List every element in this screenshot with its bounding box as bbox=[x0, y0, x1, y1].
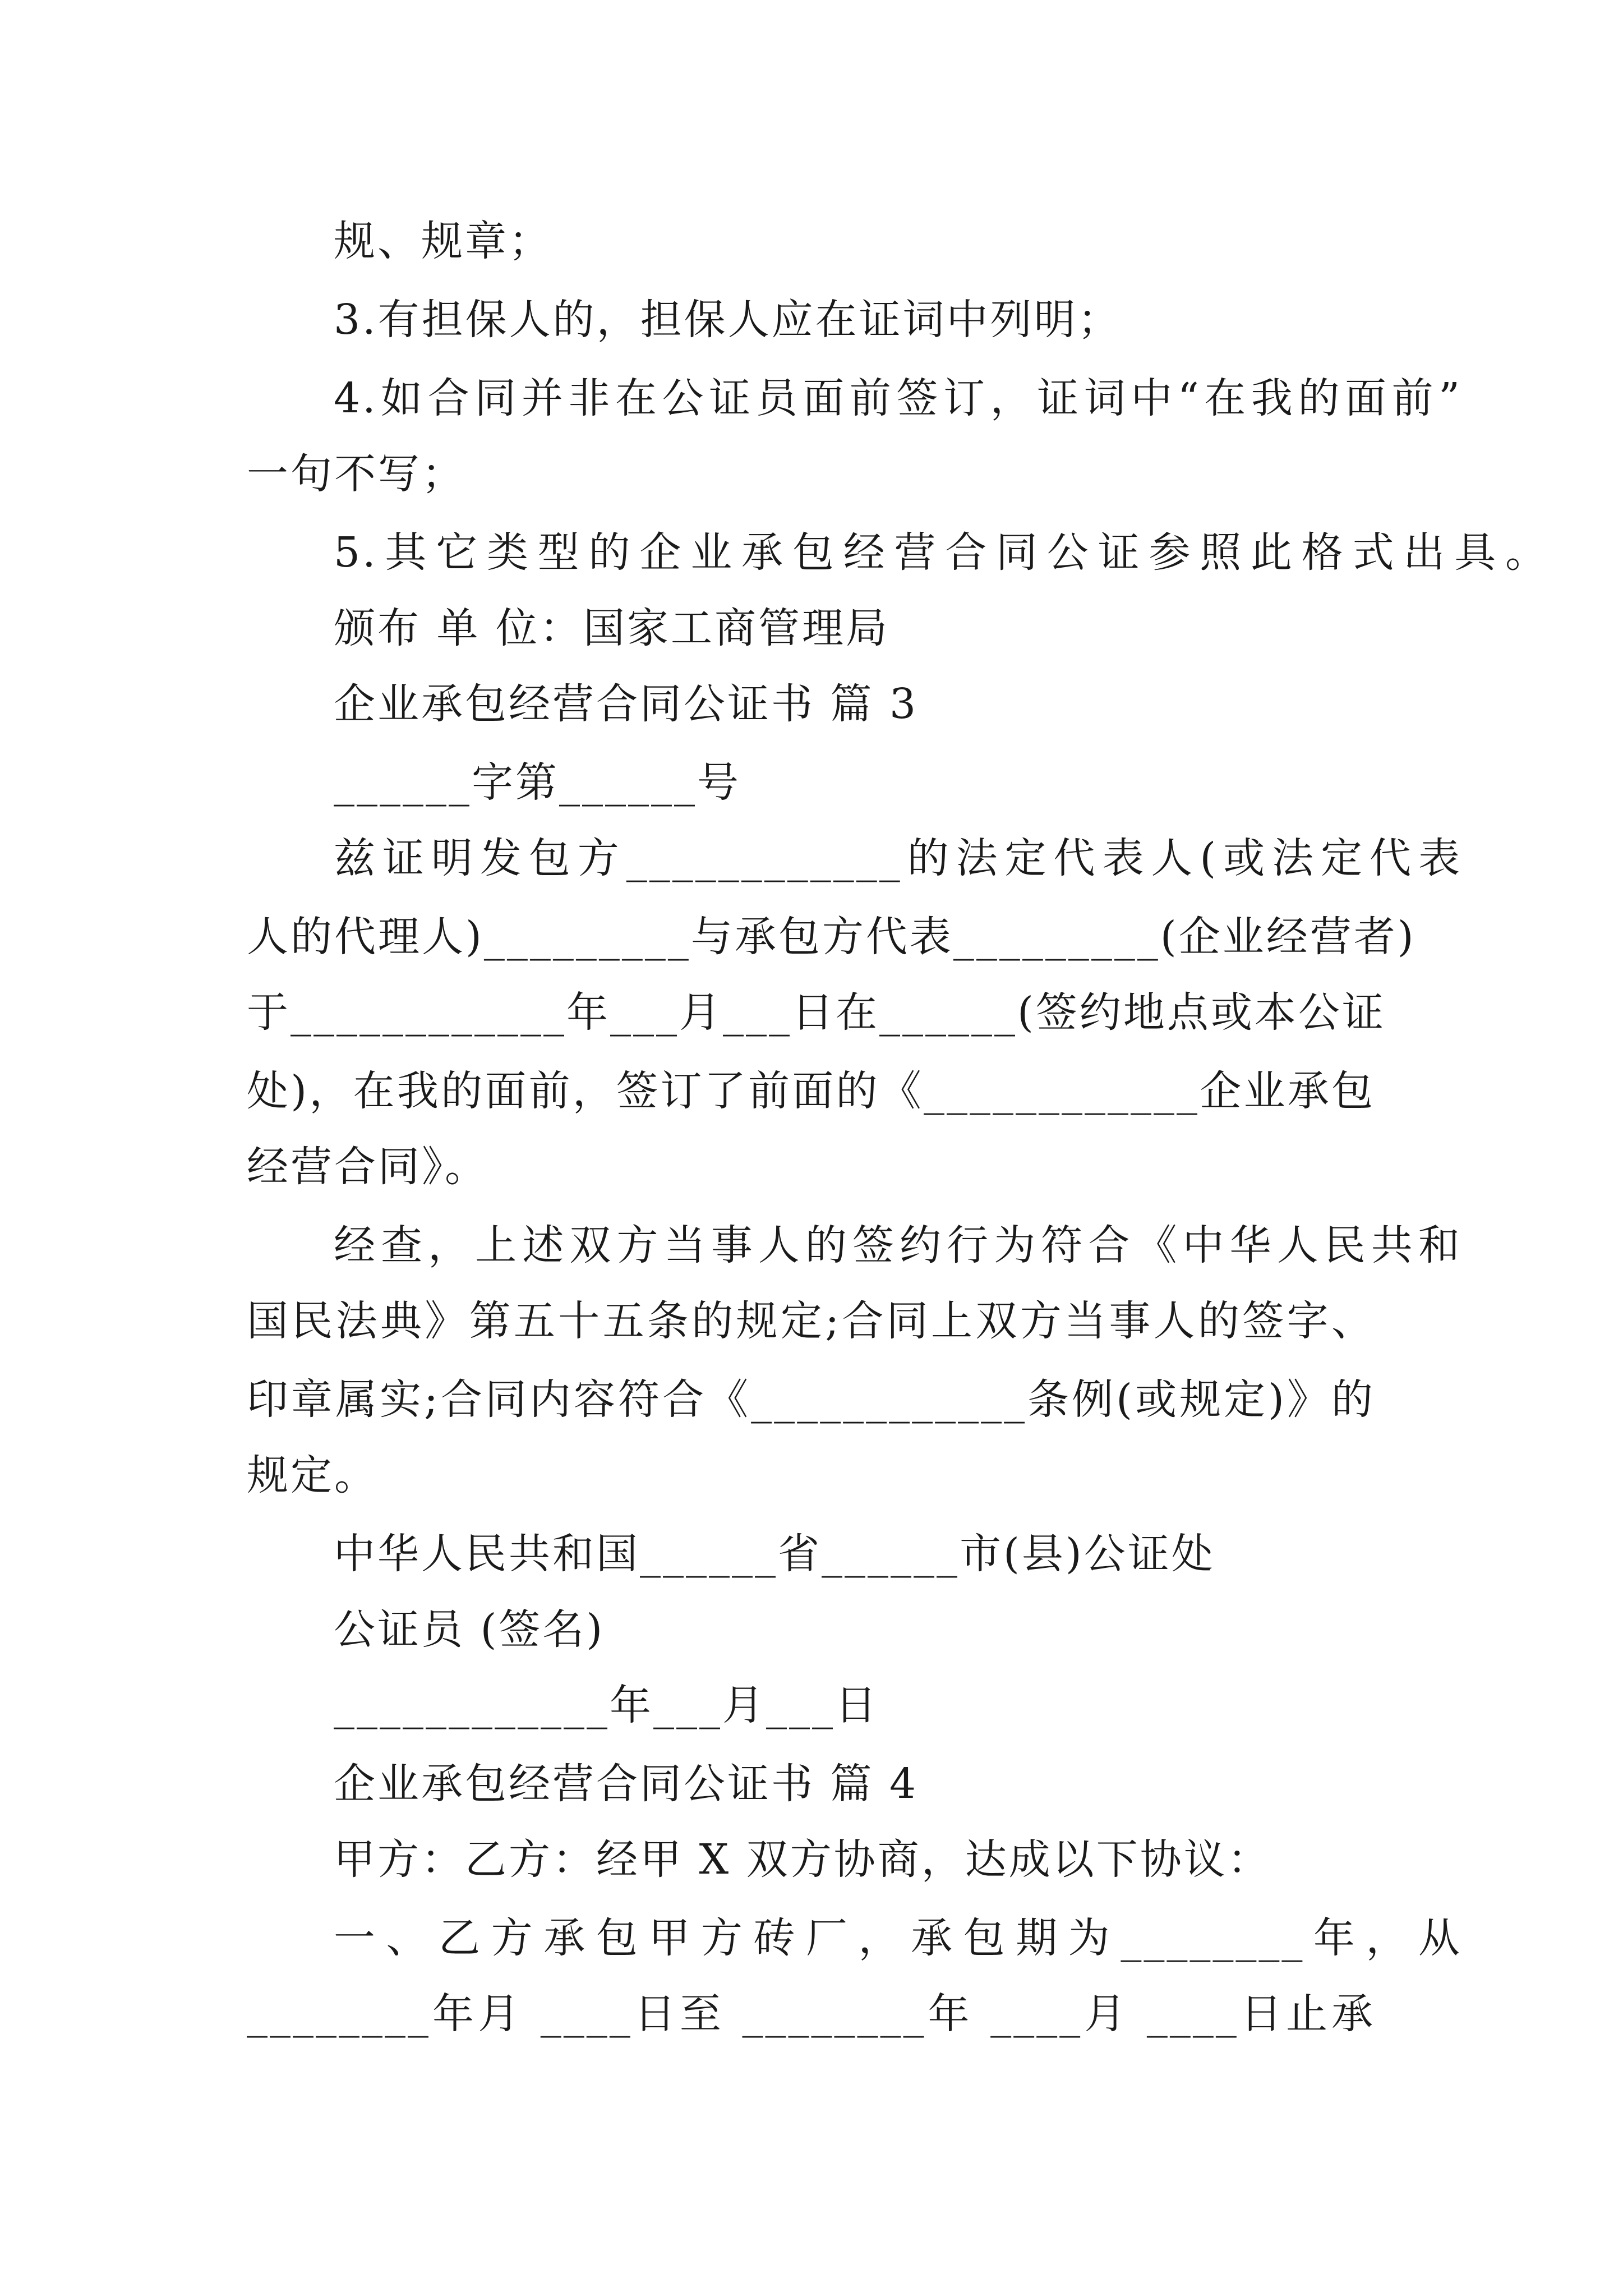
text-line: 中华人民共和国______省______市(县)公证处 bbox=[334, 1530, 1215, 1578]
text-line: 经营合同》。 bbox=[247, 1143, 488, 1191]
text-line: 兹证明发包方____________的法定代表人(或法定代表 bbox=[334, 834, 1462, 882]
text-line: 规定。 bbox=[247, 1451, 378, 1499]
text-line: 国民法典》第五十五条的规定;合同上双方当事人的签字、 bbox=[247, 1297, 1375, 1345]
text-line: 一、乙方承包甲方砖厂，承包期为________年，从 bbox=[334, 1914, 1462, 1962]
text-line: ______字第______号 bbox=[334, 758, 741, 807]
text-line: 4.如合同并非在公证员面前签订，证词中“在我的面前” bbox=[334, 374, 1462, 422]
text-line: 公证员 (签名) bbox=[334, 1605, 605, 1654]
text-line: 于____________年___月___日在______(签约地点或本公证 bbox=[247, 988, 1386, 1037]
text-line: ____________年___月___日 bbox=[334, 1681, 879, 1729]
section-heading: 企业承包经营合同公证书 篇 4 bbox=[334, 1760, 919, 1808]
text-line: 3.有担保人的，担保人应在证词中列明； bbox=[334, 296, 1122, 344]
text-line: 一句不写； bbox=[247, 450, 465, 498]
text-line: ________年月 ____日至 ________年 ____月 ____日止承 bbox=[247, 1990, 1375, 2038]
section-heading: 企业承包经营合同公证书 篇 3 bbox=[334, 680, 919, 728]
text-line: 甲方：乙方：经甲 X 双方协商，达成以下协议： bbox=[334, 1835, 1271, 1884]
text-line: 5.其它类型的企业承包经营合同公证参照此格式出具。 bbox=[334, 528, 1549, 577]
text-line: 处)，在我的面前，签订了前面的《____________企业承包 bbox=[247, 1067, 1375, 1115]
text-line: 经查，上述双方当事人的签约行为符合《中华人民共和 bbox=[334, 1221, 1462, 1269]
text-line: 颁布 单 位：国家工商管理局 bbox=[334, 604, 890, 652]
text-line: 印章属实;合同内容符合《____________条例(或规定)》的 bbox=[247, 1375, 1375, 1424]
text-line: 人的代理人)_________与承包方代表_________(企业经营者) bbox=[247, 913, 1416, 961]
text-line: 规、规章； bbox=[334, 217, 552, 265]
